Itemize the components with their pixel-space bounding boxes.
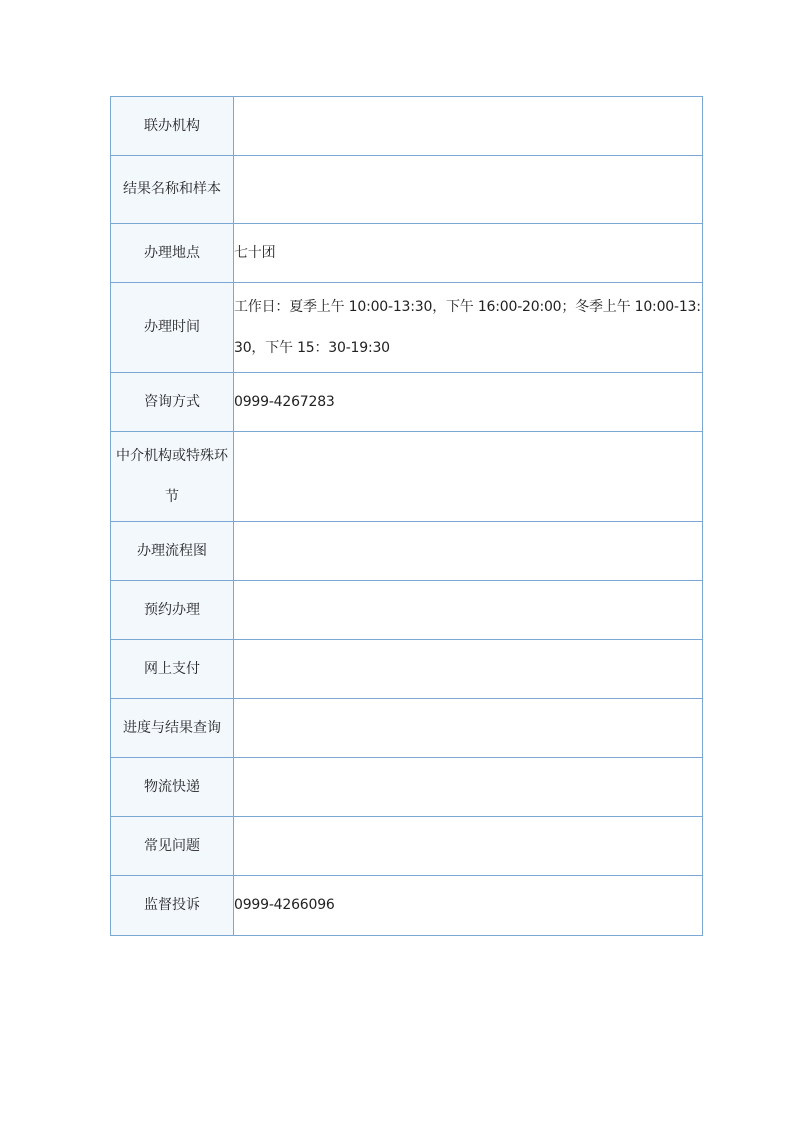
table-row — [111, 156, 703, 224]
row-value-complaint: 0999-4266096 — [234, 876, 703, 936]
row-label-progress-query: 进度与结果查询 — [111, 699, 234, 758]
table-row — [111, 758, 703, 817]
table-row — [111, 640, 703, 699]
row-label-appointment: 预约办理 — [111, 581, 234, 640]
table-row — [111, 97, 703, 156]
row-value-faq — [234, 817, 703, 876]
row-label-online-payment: 网上支付 — [111, 640, 234, 699]
row-value-flowchart — [234, 522, 703, 581]
table-row — [111, 432, 703, 522]
row-label-faq: 常见问题 — [111, 817, 234, 876]
row-label-location: 办理地点 — [111, 224, 234, 283]
table-row — [111, 876, 703, 936]
row-label-hours: 办理时间 — [111, 283, 234, 373]
row-value-consult: 0999-4267283 — [234, 373, 703, 432]
row-value-appointment — [234, 581, 703, 640]
row-label-result-name: 结果名称和样本 — [111, 156, 234, 224]
table-row — [111, 699, 703, 758]
table-row — [111, 224, 703, 283]
row-value-intermediary — [234, 432, 703, 522]
table-row — [111, 283, 703, 373]
row-label-joint-agency: 联办机构 — [111, 97, 234, 156]
table-row — [111, 522, 703, 581]
row-value-progress-query — [234, 699, 703, 758]
table-row — [111, 581, 703, 640]
row-label-consult: 咨询方式 — [111, 373, 234, 432]
row-label-complaint: 监督投诉 — [111, 876, 234, 936]
service-info-table — [110, 96, 703, 936]
row-value-hours: 工作日：夏季上午 10:00-13:30，下午 16:00-20:00；冬季上午 10:00-13:30，下午 15：30-19:30 — [234, 283, 703, 373]
table-row — [111, 817, 703, 876]
table-row — [111, 373, 703, 432]
row-label-logistics: 物流快递 — [111, 758, 234, 817]
row-value-joint-agency — [234, 97, 703, 156]
row-label-flowchart: 办理流程图 — [111, 522, 234, 581]
row-value-result-name — [234, 156, 703, 224]
row-label-intermediary: 中介机构或特殊环节 — [111, 432, 234, 522]
row-value-location: 七十团 — [234, 224, 703, 283]
row-value-online-payment — [234, 640, 703, 699]
row-value-logistics — [234, 758, 703, 817]
